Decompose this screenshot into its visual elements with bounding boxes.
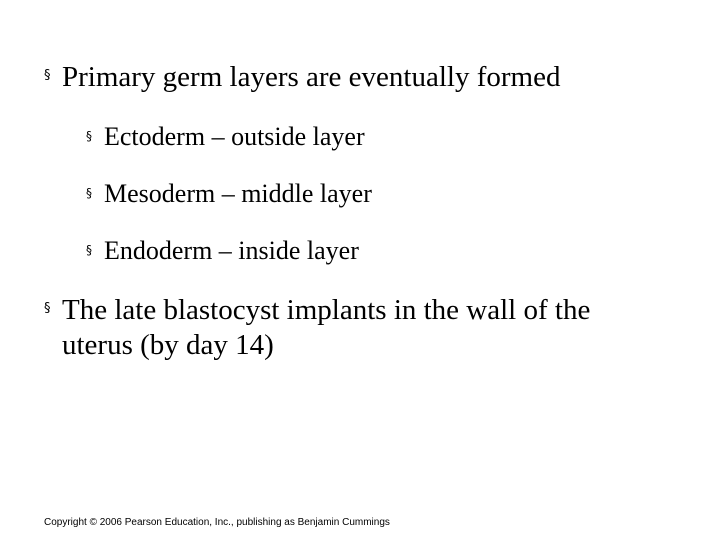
bullet-marker: §: [86, 186, 92, 200]
bullet-marker: §: [86, 129, 92, 143]
sub-bullet-text: Ectoderm – outside layer: [104, 122, 365, 151]
bullet-primary-germ-layers: [44, 60, 560, 95]
bullet-marker: §: [86, 243, 92, 257]
sub-bullet-text: Endoderm – inside layer: [104, 236, 359, 265]
sub-bullet-ectoderm: [86, 121, 365, 153]
sub-bullet-mesoderm: [86, 178, 372, 210]
bullet-blastocyst-implants: [44, 293, 684, 363]
bullet-marker: §: [44, 301, 51, 316]
sub-bullet-endoderm: [86, 235, 359, 267]
copyright-footer: Copyright © 2006 Pearson Education, Inc., publishing as Benjamin Cummings: [44, 517, 390, 528]
bullet-marker: §: [44, 68, 51, 83]
sub-bullet-text: Mesoderm – middle layer: [104, 179, 372, 208]
bullet-text: Primary germ layers are eventually formed: [62, 61, 561, 93]
bullet-text: The late blastocyst implants in the wall of the uterus (by day 14): [62, 294, 591, 361]
